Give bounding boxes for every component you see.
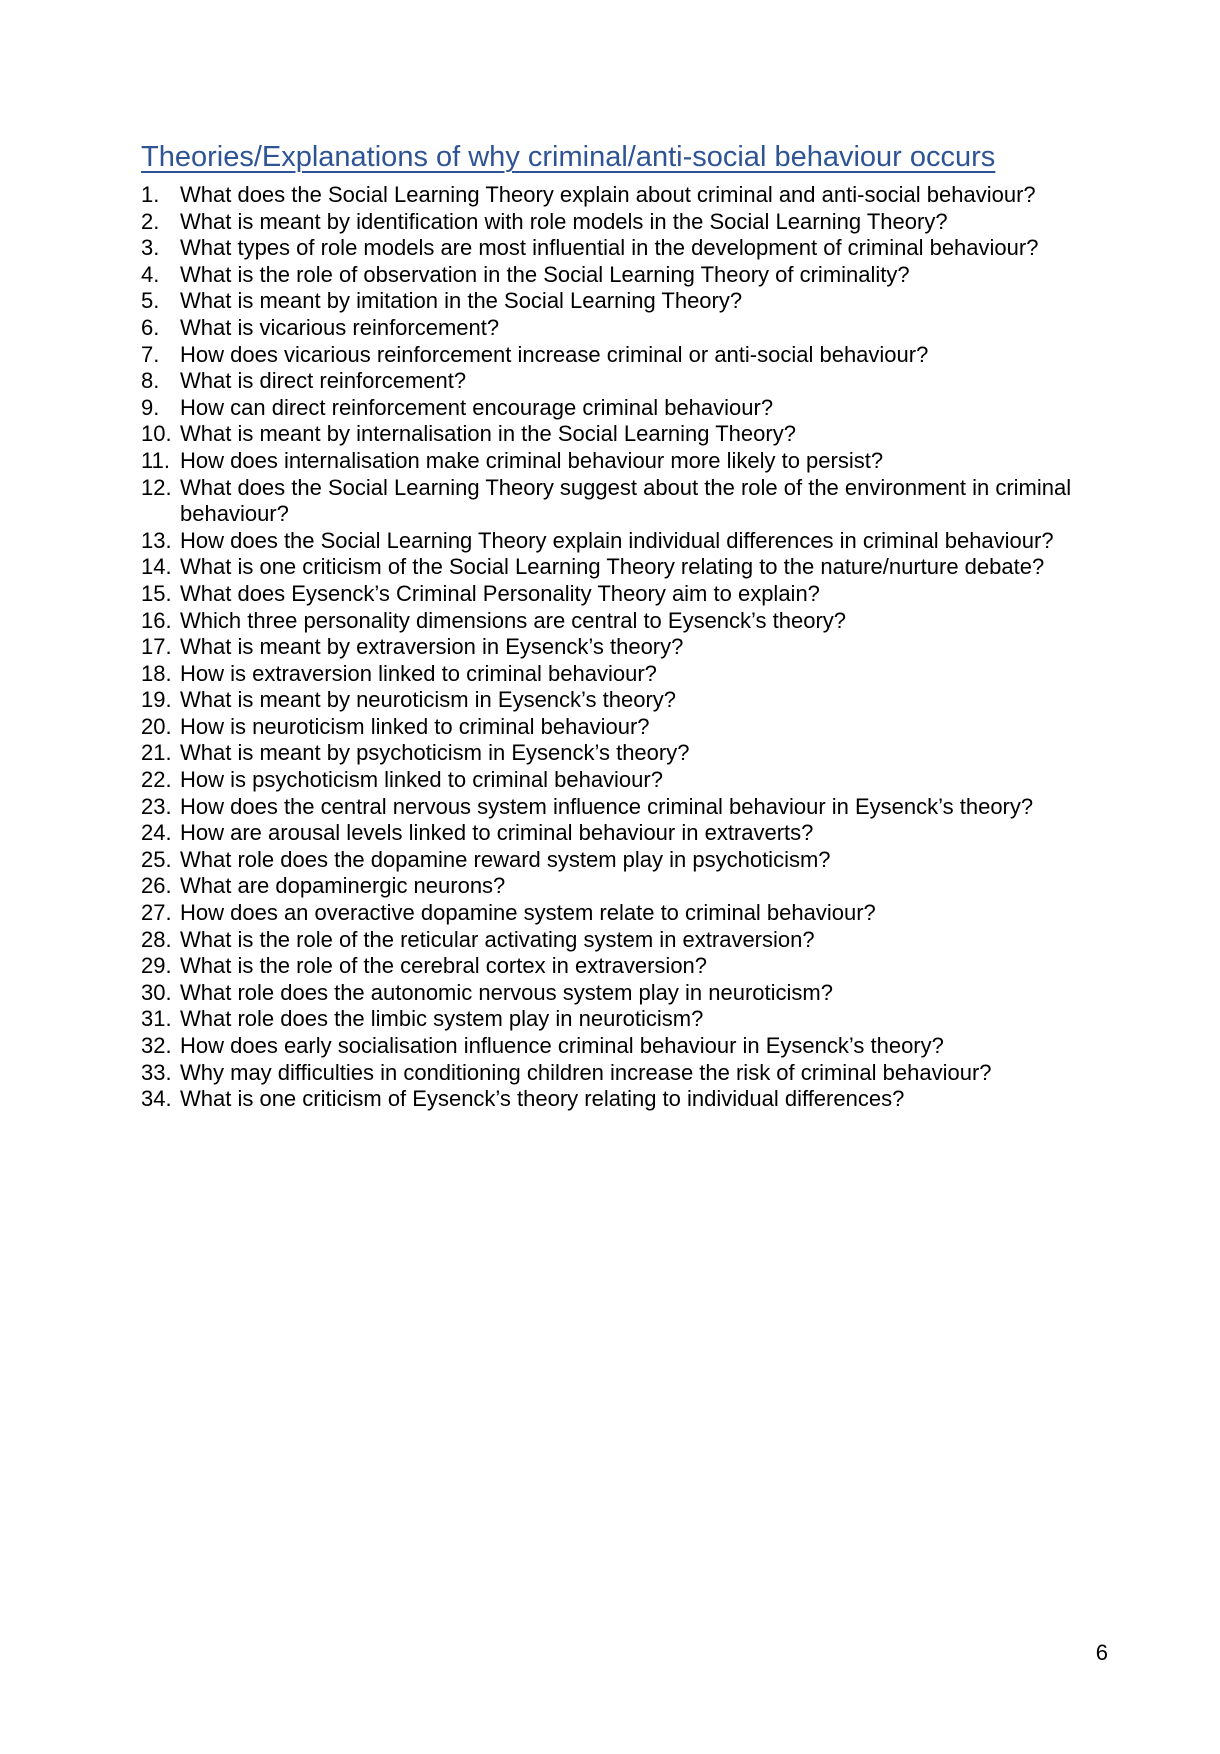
question-item <box>141 448 1106 475</box>
question-number: 19. <box>141 687 172 713</box>
question-item <box>141 368 1106 395</box>
question-number: 23. <box>141 793 172 819</box>
question-item <box>141 1006 1106 1033</box>
question-text: Which three personality dimensions are central to Eysenck’s theory? <box>180 607 847 633</box>
question-text: What is vicarious reinforcement? <box>180 314 500 340</box>
question-text: What is direct reinforcement? <box>180 368 467 394</box>
question-text: What role does the limbic system play in neuroticism? <box>180 1006 704 1032</box>
question-number: 1. <box>141 182 160 207</box>
question-text: What are dopaminergic neurons? <box>180 873 506 899</box>
question-item <box>141 1086 1106 1113</box>
question-number: 26. <box>141 873 172 899</box>
question-item <box>141 262 1106 289</box>
question-text: How is neuroticism linked to criminal behaviour? <box>180 713 650 739</box>
question-number: 25. <box>141 846 172 872</box>
question-text: What is meant by psychoticism in Eysenck’s theory? <box>180 740 690 766</box>
question-text: How does an overactive dopamine system relate to criminal behaviour? <box>180 900 876 926</box>
question-number: 3. <box>141 235 160 261</box>
question-item <box>141 820 1106 847</box>
question-text: What does the Social Learning Theory suggest about the role of the environment in criminal behaviour? <box>180 474 1072 527</box>
question-text: What role does the dopamine reward system play in psychoticism? <box>180 846 831 872</box>
question-number: 11. <box>141 447 170 473</box>
question-text: What types of role models are most influential in the development of criminal behaviour? <box>180 235 1039 261</box>
question-text: What is one criticism of Eysenck’s theory relating to individual differences? <box>180 1086 905 1112</box>
question-text: What is the role of the cerebral cortex in extraversion? <box>180 953 708 979</box>
question-number: 20. <box>141 713 172 739</box>
question-text: What is the role of the reticular activating system in extraversion? <box>180 926 815 952</box>
question-item <box>141 953 1106 980</box>
question-item <box>141 608 1106 635</box>
question-text: What does Eysenck’s Criminal Personality Theory aim to explain? <box>180 580 820 606</box>
question-number: 5. <box>141 288 160 314</box>
question-text: What role does the autonomic nervous system play in neuroticism? <box>180 979 833 1005</box>
question-item <box>141 794 1106 821</box>
question-item <box>141 395 1106 422</box>
question-text: What is the role of observation in the Social Learning Theory of criminality? <box>180 261 910 287</box>
question-item <box>141 767 1106 794</box>
question-item <box>141 1033 1106 1060</box>
question-item <box>141 421 1106 448</box>
question-item <box>141 687 1106 714</box>
question-number: 8. <box>141 368 160 394</box>
question-text: How does early socialisation influence criminal behaviour in Eysenck’s theory? <box>180 1033 944 1058</box>
question-text: What is meant by imitation in the Social Learning Theory? <box>180 288 743 314</box>
question-text: What is one criticism of the Social Learning Theory relating to the nature/nurture debate? <box>180 554 1045 580</box>
question-number: 28. <box>141 926 172 952</box>
question-item <box>141 235 1106 262</box>
page-number: 6 <box>1095 1640 1108 1665</box>
question-number: 16. <box>141 607 172 633</box>
question-number: 29. <box>141 953 172 979</box>
question-text: How is psychoticism linked to criminal behaviour? <box>180 767 663 793</box>
question-number: 4. <box>141 261 160 287</box>
question-number: 21. <box>141 740 172 766</box>
question-item <box>141 634 1106 661</box>
question-item <box>141 315 1106 342</box>
question-number: 10. <box>141 421 172 447</box>
question-number: 14. <box>141 554 172 580</box>
question-item <box>141 288 1106 315</box>
question-number: 18. <box>141 660 172 686</box>
question-item <box>141 554 1106 581</box>
question-number: 7. <box>141 341 160 367</box>
question-number: 12. <box>141 474 172 500</box>
question-text: How does the Social Learning Theory explain individual differences in criminal behaviour? <box>180 527 1054 553</box>
question-item <box>141 1060 1106 1087</box>
question-list <box>141 182 1106 1113</box>
question-text: What is meant by internalisation in the Social Learning Theory? <box>180 421 796 447</box>
question-text: How does vicarious reinforcement increase criminal or anti-social behaviour? <box>180 341 929 367</box>
question-item <box>141 661 1106 688</box>
question-number: 33. <box>141 1059 172 1085</box>
question-text: What is meant by identification with role models in the Social Learning Theory? <box>180 208 948 234</box>
question-item <box>141 714 1106 741</box>
question-text: What is meant by neuroticism in Eysenck’s theory? <box>180 687 677 713</box>
question-item <box>141 927 1106 954</box>
question-text: How does internalisation make criminal behaviour more likely to persist? <box>180 447 884 473</box>
question-text: What is meant by extraversion in Eysenck’s theory? <box>180 634 684 660</box>
question-item <box>141 900 1106 927</box>
question-number: 31. <box>141 1006 172 1032</box>
question-text: How is extraversion linked to criminal behaviour? <box>180 660 657 686</box>
question-text: How does the central nervous system influence criminal behaviour in Eysenck’s theory? <box>180 793 1034 819</box>
question-number: 30. <box>141 979 172 1005</box>
question-item <box>141 528 1106 555</box>
question-item <box>141 475 1106 528</box>
question-number: 22. <box>141 767 172 793</box>
question-text: What does the Social Learning Theory explain about criminal and anti-social behaviour? <box>180 182 1036 207</box>
question-number: 27. <box>141 900 172 926</box>
question-item <box>141 209 1106 236</box>
question-text: How are arousal levels linked to criminal behaviour in extraverts? <box>180 820 814 846</box>
question-item <box>141 740 1106 767</box>
question-text: How can direct reinforcement encourage criminal behaviour? <box>180 394 774 420</box>
question-number: 17. <box>141 634 172 660</box>
section-heading: Theories/Explanations of why criminal/anti-social behaviour occurs <box>141 141 996 173</box>
question-item <box>141 182 1106 209</box>
question-item <box>141 980 1106 1007</box>
question-number: 6. <box>141 314 160 340</box>
question-number: 32. <box>141 1033 172 1058</box>
question-text: Why may difficulties in conditioning children increase the risk of criminal behaviour? <box>180 1059 992 1085</box>
question-number: 15. <box>141 580 172 606</box>
question-number: 24. <box>141 820 172 846</box>
question-number: 2. <box>141 208 160 234</box>
question-number: 34. <box>141 1086 172 1112</box>
question-item <box>141 581 1106 608</box>
question-item <box>141 847 1106 874</box>
question-number: 9. <box>141 394 160 420</box>
question-number: 13. <box>141 527 172 553</box>
question-item <box>141 342 1106 369</box>
question-item <box>141 873 1106 900</box>
